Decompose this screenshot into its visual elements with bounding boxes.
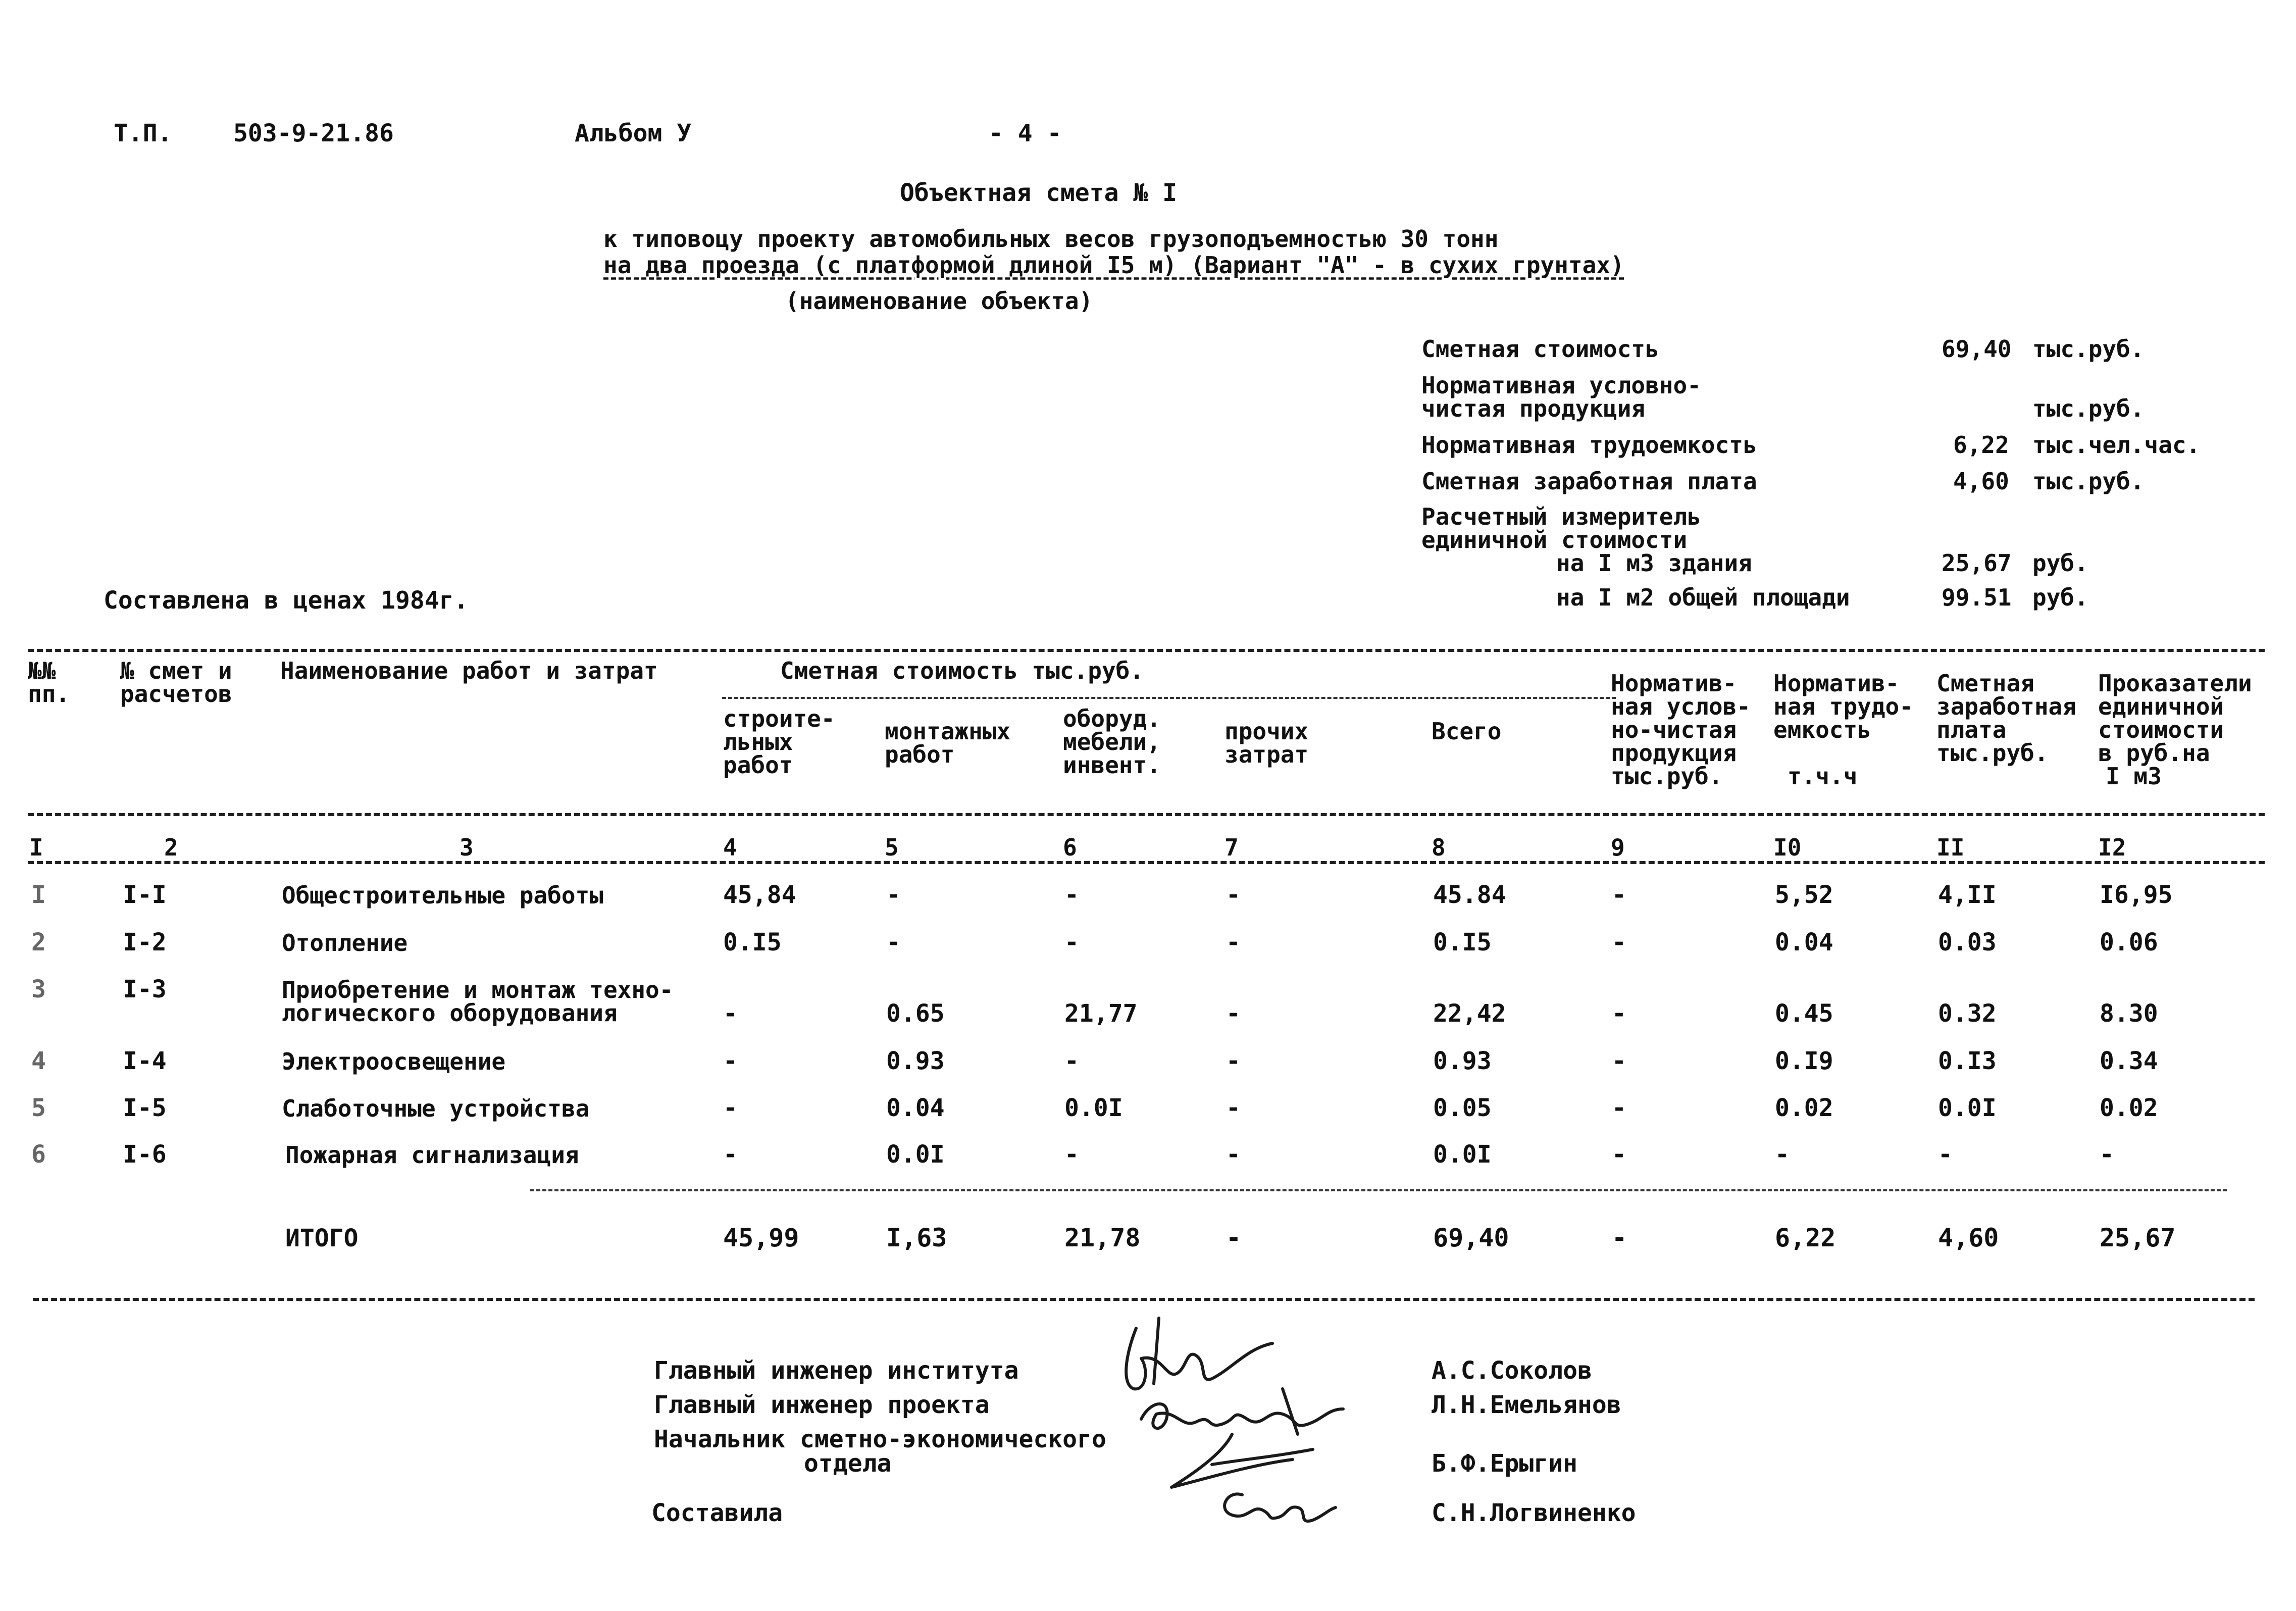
estimate-title: Объектная смета № I [900, 179, 1178, 207]
cell-net-product: - [1612, 1094, 1626, 1122]
signer-role: Главный инженер проекта [654, 1391, 990, 1419]
row-code: I-5 [123, 1094, 167, 1122]
summary-label: Нормативная условно- [1421, 372, 1701, 399]
album-label: Альбом У [575, 119, 692, 147]
column-number: 2 [164, 834, 178, 861]
cell-mounting: 0.65 [886, 999, 945, 1028]
summary-label: Нормативная трудоемкость [1421, 431, 1757, 459]
page-number: - 4 - [989, 119, 1062, 147]
cell-net-product: - [1612, 1140, 1626, 1169]
row-code: I-I [123, 881, 167, 909]
cell-labor: 5,52 [1775, 881, 1833, 909]
summary-value: 6,22 [1953, 431, 2009, 459]
header-construction: работ [723, 751, 793, 779]
cell-construction: 45,84 [723, 881, 796, 909]
header-labor: Норматив- [1773, 670, 1900, 697]
header-mounting: монтажных [885, 718, 1011, 745]
header-indicators: I м3 [2106, 763, 2162, 790]
cell-other: - [1226, 999, 1241, 1028]
total-total: 69,40 [1433, 1223, 1509, 1252]
cell-equipment: - [1064, 881, 1079, 909]
row-number: 4 [31, 1047, 46, 1075]
header-indicators: Проказатели [2098, 670, 2252, 697]
header-net-product: тыс.руб. [1611, 763, 1723, 790]
row-name: Слаботочные устройства [282, 1095, 590, 1122]
total-salary: 4,60 [1938, 1223, 1999, 1252]
cell-net-product: - [1612, 999, 1626, 1028]
total-mounting: I,63 [886, 1223, 947, 1252]
cell-mounting: 0.04 [886, 1094, 945, 1122]
header-net-product: Норматив- [1611, 670, 1737, 697]
row-number: 2 [31, 928, 46, 956]
row-number: 5 [31, 1094, 46, 1122]
header-equipment: инвент. [1063, 751, 1161, 779]
summary-unit: тыс.чел.час. [2032, 431, 2201, 459]
row-name: Общестроительные работы [282, 882, 603, 909]
cell-labor: 0.I9 [1775, 1047, 1833, 1075]
cell-other: - [1226, 1047, 1241, 1075]
summary-label: Сметная заработная плата [1421, 468, 1757, 495]
cell-net-product: - [1612, 1047, 1626, 1075]
cell-equipment: 0.0I [1064, 1094, 1123, 1122]
cell-mounting: 0.93 [886, 1047, 945, 1075]
object-line-1: к типовоцу проекту автомобильных весов грузоподъемностью 30 тонн [603, 225, 1499, 253]
cell-indicator: 8.30 [2100, 999, 2158, 1028]
cell-equipment: - [1064, 1047, 1079, 1075]
column-number: 4 [723, 834, 737, 861]
cell-equipment: - [1064, 928, 1079, 956]
summary-label: на I м3 здания [1556, 549, 1752, 577]
column-number-rule [28, 861, 2265, 864]
header-indicators: в руб.на [2098, 739, 2210, 767]
header-estimate: № смет и [120, 657, 232, 684]
row-number: I [31, 881, 46, 909]
total-construction: 45,99 [723, 1223, 799, 1252]
column-number: I [29, 834, 43, 861]
header-labor: ная трудо- [1773, 693, 1913, 720]
summary-value: 25,67 [1942, 549, 2012, 577]
row-name: Пожарная сигнализация [285, 1141, 579, 1169]
summary-label: единичной стоимости [1421, 526, 1688, 553]
row-name: Электроосвещение [282, 1048, 506, 1075]
cell-other: - [1226, 1094, 1241, 1122]
total-equipment: 21,78 [1064, 1223, 1141, 1252]
total-indicator: 25,67 [2100, 1223, 2176, 1252]
row-name: Приобретение и монтаж техно- [282, 976, 674, 1003]
cell-salary: 0.32 [1938, 999, 1997, 1028]
header-salary: Сметная [1936, 670, 2034, 697]
header-net-product: продукция [1611, 739, 1737, 767]
summary-value: 4,60 [1953, 468, 2009, 495]
cell-labor: 0.45 [1775, 999, 1833, 1028]
cell-salary: 0.I3 [1938, 1047, 1997, 1075]
column-number: 3 [460, 834, 474, 861]
cell-construction: - [723, 1140, 738, 1169]
total-net-product: - [1612, 1223, 1627, 1252]
header-indicators: единичной [2098, 693, 2224, 720]
cell-other: - [1226, 1140, 1241, 1169]
object-caption: (наименование объекта) [785, 287, 1093, 315]
cell-labor: 0.02 [1775, 1094, 1833, 1122]
object-line-2: на два проезда (с платформой длиной I5 м) (Вариант "А" - в сухих грунтах) [603, 251, 1624, 279]
header-mounting: работ [885, 741, 955, 768]
column-number: I2 [2098, 834, 2126, 861]
header-other: затрат [1224, 741, 1309, 768]
column-number: 9 [1611, 834, 1625, 861]
header-net-product: ная услов- [1611, 693, 1751, 720]
summary-unit: тыс.руб. [2032, 468, 2145, 495]
row-name: логического оборудования [282, 999, 618, 1027]
cell-indicator: 0.34 [2100, 1047, 2158, 1075]
cell-mounting: - [886, 881, 901, 909]
cell-mounting: - [886, 928, 901, 956]
header-indicators: стоимости [2098, 716, 2224, 743]
cell-labor: 0.04 [1775, 928, 1833, 956]
cell-total: 0.93 [1433, 1047, 1492, 1075]
table-bottom-rule [33, 1298, 2255, 1301]
signer-name: А.С.Соколов [1432, 1356, 1592, 1385]
signer-role: Начальник сметно-экономического [654, 1425, 1106, 1453]
doc-code: Т.П. [114, 119, 172, 147]
summary-label: Расчетный измеритель [1421, 503, 1701, 530]
prices-note: Составлена в ценах 1984г. [104, 586, 469, 615]
header-name: Наименование работ и затрат [280, 657, 658, 684]
signer-role: отдела [804, 1449, 892, 1478]
header-salary: заработная [1936, 693, 2076, 720]
summary-unit: руб. [2032, 549, 2088, 577]
summary-label: чистая продукция [1421, 395, 1646, 422]
header-num: №№ [28, 657, 56, 684]
cell-net-product: - [1612, 881, 1626, 909]
row-number: 3 [31, 975, 46, 1003]
row-code: I-6 [123, 1140, 167, 1169]
cell-salary: 0.0I [1938, 1094, 1997, 1122]
signature-logvinenko [1207, 1480, 1338, 1530]
cell-salary: - [1938, 1140, 1953, 1169]
header-estimate: расчетов [120, 680, 232, 708]
total-rule [530, 1189, 2227, 1191]
cell-total: 22,42 [1433, 999, 1506, 1028]
column-number: 5 [885, 834, 899, 861]
signer-name: Л.Н.Емельянов [1432, 1391, 1621, 1419]
header-num: пп. [28, 680, 70, 708]
cell-total: 45.84 [1433, 881, 1506, 909]
row-code: I-2 [123, 928, 167, 956]
cell-total: 0.I5 [1433, 928, 1492, 956]
cell-equipment: - [1064, 1140, 1079, 1169]
row-number: 6 [31, 1140, 46, 1169]
cell-indicator: I6,95 [2100, 881, 2173, 909]
header-cost-group: Сметная стоимость тыс.руб. [780, 657, 1144, 684]
row-code: I-3 [123, 975, 167, 1003]
signer-role: Главный инженер института [654, 1356, 1019, 1385]
cell-total: 0.05 [1433, 1094, 1492, 1122]
cell-total: 0.0I [1433, 1140, 1492, 1169]
signer-name: С.Н.Логвиненко [1432, 1499, 1636, 1527]
summary-unit: тыс.руб. [2032, 395, 2145, 422]
header-total: Всего [1432, 718, 1502, 745]
cell-construction: 0.I5 [723, 928, 782, 956]
header-equipment: мебели, [1063, 728, 1161, 756]
header-bottom-rule [28, 813, 2265, 816]
column-number: 8 [1432, 834, 1446, 861]
column-number: 6 [1063, 834, 1077, 861]
header-labor: т.ч.ч [1788, 763, 1858, 790]
cell-net-product: - [1612, 928, 1626, 956]
table-top-rule [28, 649, 2265, 652]
header-salary: плата [1936, 716, 2007, 743]
signer-role: Составила [651, 1499, 783, 1527]
cell-mounting: 0.0I [886, 1140, 945, 1169]
summary-value: 69,40 [1942, 335, 2012, 363]
summary-label: на I м2 общей площади [1556, 584, 1850, 611]
cell-construction: - [723, 1094, 738, 1122]
cell-salary: 0.03 [1938, 928, 1997, 956]
column-number: 7 [1224, 834, 1239, 861]
column-number: I0 [1773, 834, 1802, 861]
summary-unit: руб. [2032, 584, 2088, 611]
cell-other: - [1226, 928, 1241, 956]
cell-other: - [1226, 881, 1241, 909]
doc-number: 503-9-21.86 [233, 119, 394, 147]
summary-unit: тыс.руб. [2032, 335, 2145, 363]
header-net-product: но-чистая [1611, 716, 1737, 743]
cell-salary: 4,II [1938, 881, 1997, 909]
header-other: прочих [1224, 718, 1309, 745]
cell-indicator: 0.02 [2100, 1094, 2158, 1122]
row-code: I-4 [123, 1047, 167, 1075]
cell-construction: - [723, 999, 738, 1028]
cell-indicator: - [2100, 1140, 2114, 1169]
total-other: - [1226, 1223, 1242, 1252]
total-label: ИТОГО [285, 1224, 359, 1252]
header-labor: емкость [1773, 716, 1871, 743]
cell-indicator: 0.06 [2100, 928, 2158, 956]
header-salary: тыс.руб. [1936, 739, 2049, 767]
summary-value: 99.51 [1942, 584, 2012, 611]
cell-construction: - [723, 1047, 738, 1075]
column-number: II [1936, 834, 1965, 861]
summary-label: Сметная стоимость [1421, 335, 1659, 363]
cost-group-rule [722, 697, 1616, 699]
header-construction: льных [723, 728, 793, 756]
cell-labor: - [1775, 1140, 1790, 1169]
row-name: Отопление [282, 929, 408, 956]
signer-name: Б.Ф.Ерыгин [1432, 1449, 1577, 1478]
cell-equipment: 21,77 [1064, 999, 1138, 1028]
header-construction: строите- [723, 705, 835, 732]
total-labor: 6,22 [1775, 1223, 1836, 1252]
header-equipment: оборуд. [1063, 705, 1161, 732]
